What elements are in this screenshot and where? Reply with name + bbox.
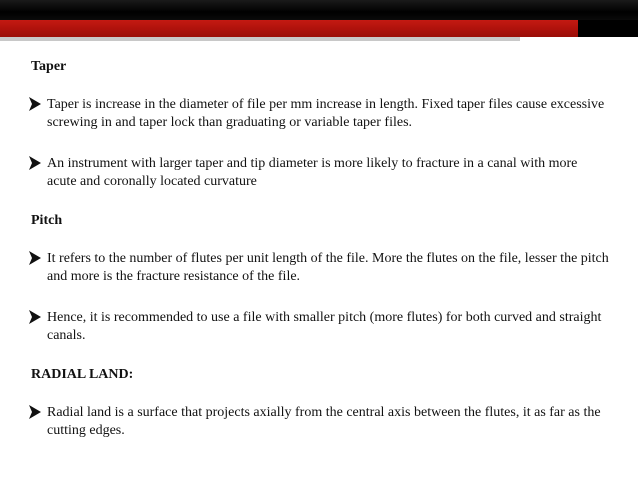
arrow-bullet-icon — [29, 405, 41, 419]
section-heading-taper: Taper — [31, 59, 67, 74]
bullet-text: Hence, it is recommended to use a file with smaller pitch (more flutes) for both curved and straight canals. — [47, 310, 602, 343]
bullet-text: An instrument with larger taper and tip diameter is more likely to fracture in a canal with more acute and coronally located curvature — [47, 156, 578, 189]
bullet-text: Radial land is a surface that projects axially from the central axis between the flutes, it as far as the cutting edges. — [47, 405, 601, 438]
bullet-item — [29, 309, 609, 344]
bullet-item — [29, 404, 609, 439]
bullet-item — [29, 155, 609, 190]
section-heading-pitch: Pitch — [31, 213, 63, 228]
bullet-item — [29, 96, 609, 131]
arrow-bullet-icon — [29, 310, 41, 324]
bullet-text: Taper is increase in the diameter of file per mm increase in length. Fixed taper files cause excessive screwing in and taper lock than graduating or variable taper files. — [47, 97, 605, 130]
bullet-text: It refers to the number of flutes per unit length of the file. More the flutes on the file, lesser the pitch and more is the fracture resistance of the file. — [47, 251, 609, 284]
arrow-bullet-icon — [29, 97, 41, 111]
arrow-bullet-icon — [29, 251, 41, 265]
bullet-item — [29, 250, 609, 285]
arrow-bullet-icon — [29, 156, 41, 170]
section-heading-radial-land: RADIAL LAND: — [31, 367, 134, 382]
